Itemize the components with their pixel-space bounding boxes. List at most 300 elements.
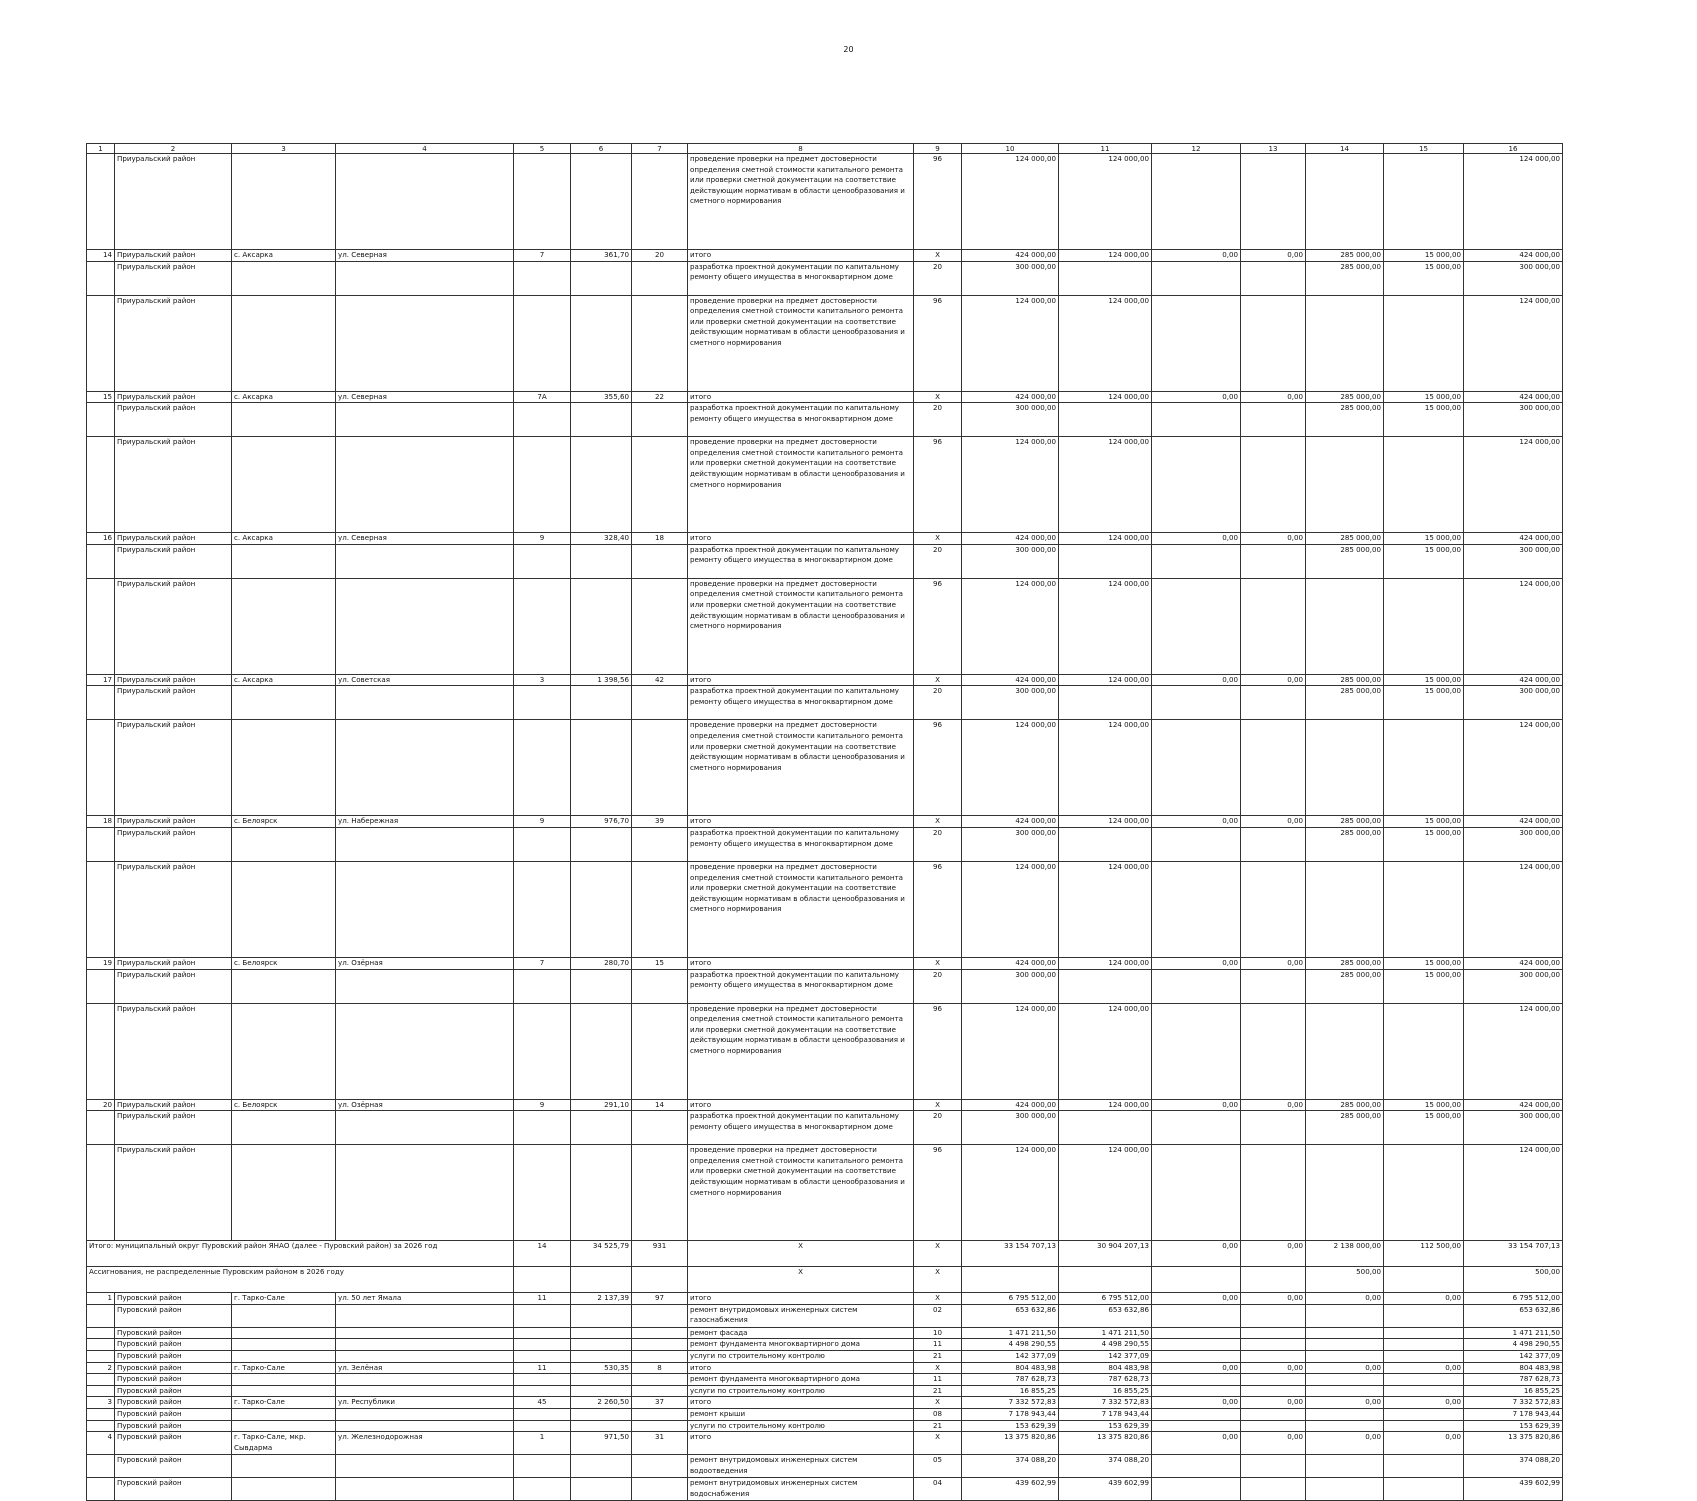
- cell-col-5: [514, 437, 571, 533]
- cell-col-7: 15: [632, 957, 688, 969]
- cell-col-10: 16 855,25: [962, 1385, 1059, 1397]
- cell-col-11: 124 000,00: [1059, 1099, 1152, 1111]
- cell-col-13: [1241, 1003, 1306, 1099]
- cell-col-3: [232, 1420, 336, 1432]
- cell-col-13: [1241, 1350, 1306, 1362]
- table-row: [87, 1478, 1563, 1501]
- cell-col-11: 4 498 290,55: [1059, 1339, 1152, 1351]
- cell-col-9: X: [914, 1293, 962, 1305]
- table-row: [87, 1374, 1563, 1386]
- cell-col-8: итого: [688, 1099, 914, 1111]
- cell-col-12: [1152, 1111, 1241, 1145]
- cell-col-5: [514, 1003, 571, 1099]
- cell-col-7: [632, 1003, 688, 1099]
- cell-col-6: [571, 154, 632, 250]
- cell-col-13: [1241, 1267, 1306, 1293]
- cell-col-12: [1152, 578, 1241, 674]
- cell-col-1: [87, 969, 115, 1003]
- cell-col-9: 20: [914, 1111, 962, 1145]
- table-row: [87, 969, 1563, 1003]
- cell-col-7: 931: [632, 1241, 688, 1267]
- cell-col-1: [87, 1478, 115, 1501]
- cell-col-5: [514, 827, 571, 861]
- cell-col-6: [571, 1327, 632, 1339]
- column-number-10: 10: [962, 144, 1059, 154]
- cell-col-11: 1 471 211,50: [1059, 1327, 1152, 1339]
- cell-col-3: [232, 578, 336, 674]
- cell-col-16: 300 000,00: [1464, 544, 1563, 578]
- cell-col-1: 4: [87, 1432, 115, 1455]
- cell-col-15: [1384, 1350, 1464, 1362]
- table-row: [87, 1293, 1563, 1305]
- cell-col-11: [1059, 261, 1152, 295]
- cell-col-7: [632, 1350, 688, 1362]
- cell-col-1: [87, 578, 115, 674]
- cell-col-3: г. Тарко-Сале, мкр. Сывдарма: [232, 1432, 336, 1455]
- column-number-6: 6: [571, 144, 632, 154]
- cell-col-8: разработка проектной документации по капитальному ремонту общего имущества в многоквартирном доме: [688, 686, 914, 720]
- cell-col-12: [1152, 1304, 1241, 1327]
- table-row: [87, 1397, 1563, 1409]
- cell-col-15: 15 000,00: [1384, 827, 1464, 861]
- cell-col-2: Приуральский район: [115, 295, 232, 391]
- cell-col-4: [336, 295, 514, 391]
- cell-col-1: [87, 827, 115, 861]
- cell-col-15: [1384, 1408, 1464, 1420]
- cell-col-5: [514, 154, 571, 250]
- cell-col-15: 0,00: [1384, 1293, 1464, 1305]
- cell-col-4: ул. Озёрная: [336, 1099, 514, 1111]
- column-number-16: 16: [1464, 144, 1563, 154]
- cell-col-4: [336, 827, 514, 861]
- cell-col-12: 0,00: [1152, 816, 1241, 828]
- cell-col-10: 7 332 572,83: [962, 1397, 1059, 1409]
- cell-col-10: 424 000,00: [962, 957, 1059, 969]
- table-row: [87, 816, 1563, 828]
- cell-col-13: [1241, 1420, 1306, 1432]
- table-row: [87, 1339, 1563, 1351]
- cell-col-15: 15 000,00: [1384, 261, 1464, 295]
- cell-col-8: проведение проверки на предмет достоверности определения сметной стоимости капитального ремонта или проверки сметной документации на соответствие действующим нормативам в области ценообразования и сметного нормирования: [688, 437, 914, 533]
- cell-col-7: [632, 1374, 688, 1386]
- cell-col-1: 19: [87, 957, 115, 969]
- cell-col-7: [632, 686, 688, 720]
- cell-col-1: [87, 295, 115, 391]
- cell-col-12: 0,00: [1152, 1099, 1241, 1111]
- cell-col-2: Пуровский район: [115, 1455, 232, 1478]
- cell-col-2: Приуральский район: [115, 957, 232, 969]
- cell-col-11: 7 178 943,44: [1059, 1408, 1152, 1420]
- cell-col-15: [1384, 154, 1464, 250]
- cell-col-15: [1384, 1420, 1464, 1432]
- cell-col-3: [232, 1111, 336, 1145]
- cell-col-8: итого: [688, 533, 914, 545]
- cell-col-15: [1384, 437, 1464, 533]
- cell-col-8: проведение проверки на предмет достоверности определения сметной стоимости капитального ремонта или проверки сметной документации на соответствие действующим нормативам в области ценообразования и сметного нормирования: [688, 578, 914, 674]
- cell-col-10: 424 000,00: [962, 250, 1059, 262]
- cell-col-14: 285 000,00: [1306, 533, 1384, 545]
- cell-col-16: 424 000,00: [1464, 816, 1563, 828]
- cell-col-8: итого: [688, 816, 914, 828]
- summary-row: [87, 1267, 1563, 1293]
- cell-col-7: [632, 1111, 688, 1145]
- cell-col-5: [514, 1408, 571, 1420]
- cell-col-8: ремонт внутридомовых инженерных систем водоотведения: [688, 1455, 914, 1478]
- cell-col-8: ремонт фундамента многоквартирного дома: [688, 1339, 914, 1351]
- cell-col-16: 153 629,39: [1464, 1420, 1563, 1432]
- cell-col-1: [87, 1385, 115, 1397]
- column-number-2: 2: [115, 144, 232, 154]
- cell-col-2: Приуральский район: [115, 154, 232, 250]
- cell-col-10: 13 375 820,86: [962, 1432, 1059, 1455]
- cell-col-14: [1306, 1455, 1384, 1478]
- cell-col-11: [1059, 1111, 1152, 1145]
- cell-col-13: [1241, 1408, 1306, 1420]
- cell-col-14: 0,00: [1306, 1397, 1384, 1409]
- cell-col-14: [1306, 1420, 1384, 1432]
- cell-col-11: 124 000,00: [1059, 533, 1152, 545]
- cell-col-16: 300 000,00: [1464, 261, 1563, 295]
- cell-col-6: 280,70: [571, 957, 632, 969]
- cell-col-4: [336, 1478, 514, 1501]
- cell-col-9: X: [914, 1432, 962, 1455]
- cell-col-6: [571, 1478, 632, 1501]
- cell-col-15: [1384, 720, 1464, 816]
- cell-col-3: с. Аксарка: [232, 533, 336, 545]
- cell-col-15: 15 000,00: [1384, 391, 1464, 403]
- cell-col-7: [632, 720, 688, 816]
- cell-col-4: ул. Набережная: [336, 816, 514, 828]
- cell-col-5: 9: [514, 533, 571, 545]
- cell-col-14: [1306, 295, 1384, 391]
- cell-col-11: 124 000,00: [1059, 250, 1152, 262]
- cell-col-5: [514, 1374, 571, 1386]
- cell-col-2: Приуральский район: [115, 861, 232, 957]
- cell-col-16: 124 000,00: [1464, 1145, 1563, 1241]
- cell-col-16: 124 000,00: [1464, 578, 1563, 674]
- summary-row: [87, 1241, 1563, 1267]
- cell-col-15: 15 000,00: [1384, 816, 1464, 828]
- cell-col-15: [1384, 1339, 1464, 1351]
- cell-col-6: [571, 1003, 632, 1099]
- cell-col-2: Приуральский район: [115, 969, 232, 1003]
- cell-col-14: [1306, 1339, 1384, 1351]
- cell-col-13: [1241, 1478, 1306, 1501]
- cell-col-6: [571, 295, 632, 391]
- cell-col-10: 300 000,00: [962, 544, 1059, 578]
- cell-col-1: [87, 1327, 115, 1339]
- cell-col-6: [571, 1145, 632, 1241]
- cell-col-9: 02: [914, 1304, 962, 1327]
- cell-col-3: [232, 1408, 336, 1420]
- table-row: [87, 674, 1563, 686]
- cell-col-9: X: [914, 1267, 962, 1293]
- cell-col-6: [571, 578, 632, 674]
- cell-col-10: 300 000,00: [962, 1111, 1059, 1145]
- cell-col-10: 787 628,73: [962, 1374, 1059, 1386]
- cell-col-7: 42: [632, 674, 688, 686]
- cell-col-8: разработка проектной документации по капитальному ремонту общего имущества в многоквартирном доме: [688, 544, 914, 578]
- cell-col-13: 0,00: [1241, 1432, 1306, 1455]
- cell-col-6: [571, 720, 632, 816]
- cell-col-14: 285 000,00: [1306, 544, 1384, 578]
- cell-col-13: 0,00: [1241, 250, 1306, 262]
- cell-col-6: [571, 1455, 632, 1478]
- cell-col-7: [632, 1385, 688, 1397]
- cell-col-3: [232, 1455, 336, 1478]
- cell-col-13: [1241, 154, 1306, 250]
- cell-col-12: [1152, 969, 1241, 1003]
- column-number-4: 4: [336, 144, 514, 154]
- cell-col-5: [514, 861, 571, 957]
- cell-col-13: [1241, 578, 1306, 674]
- cell-col-7: [632, 1304, 688, 1327]
- cell-col-9: 20: [914, 686, 962, 720]
- cell-col-4: [336, 1455, 514, 1478]
- table-row: [87, 1455, 1563, 1478]
- cell-col-4: [336, 1327, 514, 1339]
- cell-col-1: 17: [87, 674, 115, 686]
- cell-col-14: 285 000,00: [1306, 261, 1384, 295]
- cell-col-6: [571, 403, 632, 437]
- cell-col-3: [232, 1374, 336, 1386]
- cell-col-4: [336, 261, 514, 295]
- cell-col-15: 15 000,00: [1384, 674, 1464, 686]
- table-row: [87, 720, 1563, 816]
- cell-col-12: [1152, 1420, 1241, 1432]
- cell-col-9: 11: [914, 1339, 962, 1351]
- cell-col-9: 96: [914, 1003, 962, 1099]
- table-row: [87, 544, 1563, 578]
- cell-col-7: [632, 1420, 688, 1432]
- cell-col-12: [1152, 437, 1241, 533]
- cell-col-9: 20: [914, 969, 962, 1003]
- table-row: [87, 1420, 1563, 1432]
- cell-col-5: 7: [514, 250, 571, 262]
- cell-col-8: проведение проверки на предмет достоверности определения сметной стоимости капитального ремонта или проверки сметной документации на соответствие действующим нормативам в области ценообразования и сметного нормирования: [688, 154, 914, 250]
- cell-col-6: [571, 437, 632, 533]
- cell-col-16: 424 000,00: [1464, 957, 1563, 969]
- table-body: [87, 144, 1563, 1501]
- cell-col-7: [632, 1327, 688, 1339]
- cell-col-2: Приуральский район: [115, 261, 232, 295]
- cell-col-1: [87, 544, 115, 578]
- cell-col-8: итого: [688, 957, 914, 969]
- cell-col-12: [1152, 861, 1241, 957]
- cell-col-11: 124 000,00: [1059, 1003, 1152, 1099]
- cell-col-15: 112 500,00: [1384, 1241, 1464, 1267]
- cell-col-9: X: [914, 1397, 962, 1409]
- cell-col-14: [1306, 154, 1384, 250]
- cell-col-10: 33 154 707,13: [962, 1241, 1059, 1267]
- cell-col-5: 7А: [514, 391, 571, 403]
- cell-col-11: 124 000,00: [1059, 578, 1152, 674]
- cell-col-16: 300 000,00: [1464, 403, 1563, 437]
- cell-col-16: 33 154 707,13: [1464, 1241, 1563, 1267]
- cell-col-9: 04: [914, 1478, 962, 1501]
- cell-col-4: [336, 154, 514, 250]
- cell-col-3: с. Аксарка: [232, 674, 336, 686]
- cell-col-16: 124 000,00: [1464, 720, 1563, 816]
- cell-col-9: 96: [914, 437, 962, 533]
- cell-col-2: Пуровский район: [115, 1397, 232, 1409]
- cell-col-10: 374 088,20: [962, 1455, 1059, 1478]
- cell-col-7: [632, 1408, 688, 1420]
- cell-col-15: [1384, 1304, 1464, 1327]
- cell-col-6: [571, 1339, 632, 1351]
- cell-col-6: [571, 261, 632, 295]
- cell-col-2: Пуровский район: [115, 1374, 232, 1386]
- cell-col-13: 0,00: [1241, 1397, 1306, 1409]
- cell-col-9: 21: [914, 1420, 962, 1432]
- cell-col-15: [1384, 578, 1464, 674]
- table-row: [87, 1350, 1563, 1362]
- cell-col-9: 96: [914, 720, 962, 816]
- cell-col-9: 96: [914, 1145, 962, 1241]
- cell-col-13: [1241, 1455, 1306, 1478]
- cell-col-11: 6 795 512,00: [1059, 1293, 1152, 1305]
- cell-col-16: 13 375 820,86: [1464, 1432, 1563, 1455]
- cell-col-7: 14: [632, 1099, 688, 1111]
- cell-col-8: услуги по строительному контролю: [688, 1420, 914, 1432]
- cell-col-14: 285 000,00: [1306, 674, 1384, 686]
- cell-col-3: [232, 261, 336, 295]
- cell-col-1: 3: [87, 1397, 115, 1409]
- cell-col-10: 300 000,00: [962, 969, 1059, 1003]
- column-number-5: 5: [514, 144, 571, 154]
- cell-col-11: 124 000,00: [1059, 957, 1152, 969]
- table-row: [87, 686, 1563, 720]
- cell-col-5: 11: [514, 1362, 571, 1374]
- cell-col-10: 124 000,00: [962, 578, 1059, 674]
- cell-col-10: 424 000,00: [962, 674, 1059, 686]
- cell-col-7: 8: [632, 1362, 688, 1374]
- cell-col-9: X: [914, 957, 962, 969]
- cell-col-3: с. Аксарка: [232, 391, 336, 403]
- cell-col-15: [1384, 1003, 1464, 1099]
- cell-col-14: 285 000,00: [1306, 250, 1384, 262]
- cell-col-8: ремонт фундамента многоквартирного дома: [688, 1374, 914, 1386]
- cell-col-12: 0,00: [1152, 533, 1241, 545]
- cell-col-4: ул. 50 лет Ямала: [336, 1293, 514, 1305]
- cell-col-5: [514, 1267, 571, 1293]
- cell-col-10: 124 000,00: [962, 861, 1059, 957]
- cell-col-16: 300 000,00: [1464, 969, 1563, 1003]
- cell-col-5: [514, 1420, 571, 1432]
- cell-col-6: 328,40: [571, 533, 632, 545]
- cell-col-1: 20: [87, 1099, 115, 1111]
- cell-col-7: 22: [632, 391, 688, 403]
- cell-col-2: Приуральский район: [115, 1111, 232, 1145]
- column-number-15: 15: [1384, 144, 1464, 154]
- column-number-3: 3: [232, 144, 336, 154]
- cell-col-10: 124 000,00: [962, 1145, 1059, 1241]
- cell-col-1: [87, 1420, 115, 1432]
- cell-col-4: [336, 1350, 514, 1362]
- cell-col-13: [1241, 1304, 1306, 1327]
- cell-col-1: [87, 1374, 115, 1386]
- cell-col-12: [1152, 403, 1241, 437]
- cell-col-4: [336, 544, 514, 578]
- cell-col-4: ул. Республики: [336, 1397, 514, 1409]
- cell-col-10: [962, 1267, 1059, 1293]
- cell-col-7: [632, 827, 688, 861]
- cell-col-2: Пуровский район: [115, 1420, 232, 1432]
- cell-col-7: [632, 295, 688, 391]
- cell-col-16: 374 088,20: [1464, 1455, 1563, 1478]
- cell-col-15: 15 000,00: [1384, 686, 1464, 720]
- cell-col-11: 439 602,99: [1059, 1478, 1152, 1501]
- cell-col-16: 300 000,00: [1464, 1111, 1563, 1145]
- cell-col-3: [232, 1145, 336, 1241]
- cell-col-10: 124 000,00: [962, 437, 1059, 533]
- cell-col-4: ул. Северная: [336, 533, 514, 545]
- cell-col-16: 124 000,00: [1464, 861, 1563, 957]
- cell-col-1: [87, 261, 115, 295]
- cell-col-8: проведение проверки на предмет достоверности определения сметной стоимости капитального ремонта или проверки сметной документации на соответствие действующим нормативам в области ценообразования и сметного нормирования: [688, 1145, 914, 1241]
- cell-col-15: 15 000,00: [1384, 533, 1464, 545]
- cell-col-3: г. Тарко-Сале: [232, 1397, 336, 1409]
- cell-col-9: 20: [914, 261, 962, 295]
- cell-col-8: разработка проектной документации по капитальному ремонту общего имущества в многоквартирном доме: [688, 403, 914, 437]
- cell-col-13: [1241, 403, 1306, 437]
- cell-col-16: 7 332 572,83: [1464, 1397, 1563, 1409]
- cell-col-3: [232, 720, 336, 816]
- cell-col-11: 124 000,00: [1059, 154, 1152, 250]
- cell-col-7: 97: [632, 1293, 688, 1305]
- table-row: [87, 403, 1563, 437]
- cell-col-16: 424 000,00: [1464, 250, 1563, 262]
- cell-col-4: [336, 969, 514, 1003]
- cell-col-13: [1241, 1339, 1306, 1351]
- cell-col-15: [1384, 1478, 1464, 1501]
- cell-col-4: [336, 1374, 514, 1386]
- table-row: [87, 1145, 1563, 1241]
- cell-col-16: 787 628,73: [1464, 1374, 1563, 1386]
- cell-col-1: [87, 1350, 115, 1362]
- table-row: [87, 827, 1563, 861]
- column-number-14: 14: [1306, 144, 1384, 154]
- cell-col-16: 300 000,00: [1464, 827, 1563, 861]
- cell-col-4: ул. Железнодорожная: [336, 1432, 514, 1455]
- cell-col-3: [232, 154, 336, 250]
- cell-col-1: 18: [87, 816, 115, 828]
- cell-col-11: 124 000,00: [1059, 437, 1152, 533]
- cell-col-13: 0,00: [1241, 1241, 1306, 1267]
- cell-col-8: итого: [688, 1397, 914, 1409]
- cell-col-12: [1152, 1003, 1241, 1099]
- cell-col-15: 0,00: [1384, 1397, 1464, 1409]
- cell-col-6: [571, 1385, 632, 1397]
- cell-col-15: 15 000,00: [1384, 250, 1464, 262]
- cell-col-6: 1 398,56: [571, 674, 632, 686]
- cell-col-13: [1241, 827, 1306, 861]
- cell-col-1: [87, 154, 115, 250]
- cell-col-10: 300 000,00: [962, 686, 1059, 720]
- cell-col-3: [232, 969, 336, 1003]
- cell-col-9: X: [914, 1099, 962, 1111]
- table-row: [87, 1003, 1563, 1099]
- cell-col-11: 30 904 207,13: [1059, 1241, 1152, 1267]
- cell-col-15: 0,00: [1384, 1362, 1464, 1374]
- cell-col-8: X: [688, 1267, 914, 1293]
- cell-col-1: [87, 720, 115, 816]
- table-row: [87, 957, 1563, 969]
- cell-col-7: [632, 1339, 688, 1351]
- cell-col-13: 0,00: [1241, 533, 1306, 545]
- cell-col-2: Приуральский район: [115, 437, 232, 533]
- cell-col-9: 20: [914, 403, 962, 437]
